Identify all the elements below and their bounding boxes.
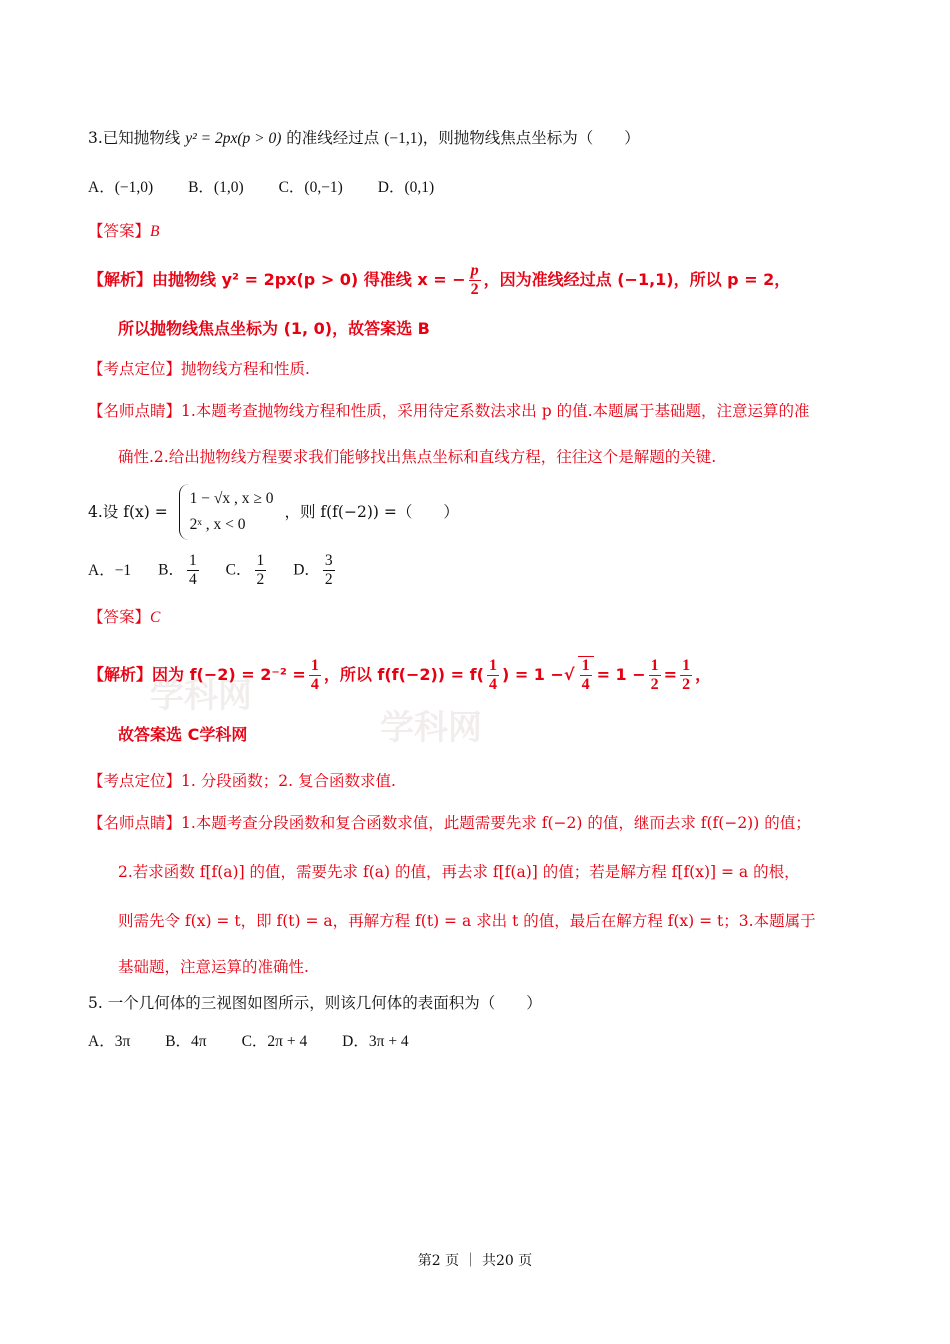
q3-fraction-p-over-2: $\frac{p}{2}$ (470, 262, 479, 298)
q4-answer: 【答案】C (88, 608, 161, 626)
q4-frac-1-2b: $\frac{1}{2}$ (682, 656, 691, 693)
q5-option-d: D．3π + 4 (342, 1033, 409, 1050)
q5-options (88, 1030, 439, 1053)
q4-frac-1-2: $\frac{1}{2}$ (650, 656, 659, 693)
q4-analysis-line1: 【解析】因为 f(−2) = 2⁻² = $\frac{1}{4}$ ，所以 f(f(−2)) = f( $\frac{1}{4}$ ) = 1 −√ $\frac{1}{4}$ = 1 − $\frac{1}{2}$ = $\frac{1}{2}$ ， (88, 656, 712, 693)
q3-analysis-line1: 【解析】由抛物线 y² = 2px(p > 0) 得准线 x = − $\frac{p}{2}$ ，因为准线经过点 (−1,1)，所以 p = 2， (88, 262, 791, 298)
q4-option-d: D． (293, 561, 320, 579)
q5-option-b: B．4π (165, 1033, 207, 1050)
q3-option-b: B．(1,0) (188, 179, 244, 196)
q4-kaodian: 【考点定位】1. 分段函数；2. 复合函数求值. (88, 772, 396, 790)
q3-mingshi-line2: 确性.2.给出抛物线方程要求我们能够找出焦点坐标和直线方程，往往这个是解题的关键. (118, 448, 717, 466)
q4-option-b-fraction: $\frac{1}{4}$ (188, 552, 197, 588)
q3-answer: 【答案】B (88, 222, 160, 240)
q4-sqrt-1-4: $\frac{1}{4}$ (578, 656, 594, 694)
q5-option-a: A．3π (88, 1033, 131, 1050)
q4-option-c: C． (225, 561, 252, 579)
q4-mingshi-line4: 基础题，注意运算的准确性. (118, 958, 309, 976)
q5-option-c: C．2π + 4 (241, 1033, 308, 1050)
q4-option-b: B． (158, 561, 184, 579)
q3-kaodian: 【考点定位】抛物线方程和性质. (88, 360, 310, 378)
page-footer: 第2 页 ｜ 共20 页 (417, 1253, 533, 1269)
q4-options (88, 552, 338, 589)
q4-option-d-fraction: $\frac{3}{2}$ (324, 552, 333, 588)
q3-options (88, 176, 464, 199)
watermark: 学科网 (380, 708, 482, 748)
q5-stem: 5. 一个几何体的三视图如图所示，则该几何体的表面积为（ ） (88, 994, 542, 1012)
q3-analysis-line2: 所以抛物线焦点坐标为 (1, 0)，故答案选 B (118, 319, 430, 338)
q3-option-a: A．(−1,0) (88, 179, 154, 196)
watermark: 学科网 (150, 676, 252, 716)
q3-stem: 3.已知抛物线 y² = 2px(p > 0) 的准线经过点 (−1,1)，则抛物线焦点坐标为（ ） (88, 129, 640, 147)
q4-frac-1-4b: $\frac{1}{4}$ (488, 656, 497, 693)
q4-stem: 4.设 f(x) = 1 − √x , x ≥ 0 2ˣ , x < 0 ，则 f(f(−2)) =（ ） (88, 484, 459, 540)
q4-option-a: A．−1 (88, 561, 132, 579)
q4-frac-1-4: $\frac{1}{4}$ (310, 656, 319, 693)
q4-mingshi-line1: 【名师点睛】1.本题考查分段函数和复合函数求值，此题需要先求 f(−2) 的值，继而去求 f(f(−2)) 的值； (88, 814, 811, 832)
q4-piecewise: 1 − √x , x ≥ 0 2ˣ , x < 0 (179, 484, 274, 540)
q4-analysis-line2: 故答案选 C学科网 (118, 725, 248, 744)
q3-mingshi-line1: 【名师点睛】1.本题考查抛物线方程和性质，采用待定系数法求出 p 的值.本题属于基础题，注意运算的准 (88, 402, 810, 420)
q4-option-c-fraction: $\frac{1}{2}$ (256, 552, 265, 588)
q3-option-c: C．(0,−1) (278, 179, 343, 196)
q3-option-d: D．(0,1) (377, 179, 435, 196)
q4-mingshi-line2: 2.若求函数 f[f(a)] 的值，需要先求 f(a) 的值，再去求 f[f(a)] 的值；若是解方程 f[f(x)] = a 的根， (118, 863, 800, 881)
q4-mingshi-line3: 则需先令 f(x) = t，即 f(t) = a，再解方程 f(t) = a 求出 t 的值，最后在解方程 f(x) = t；3.本题属于 (118, 912, 816, 930)
